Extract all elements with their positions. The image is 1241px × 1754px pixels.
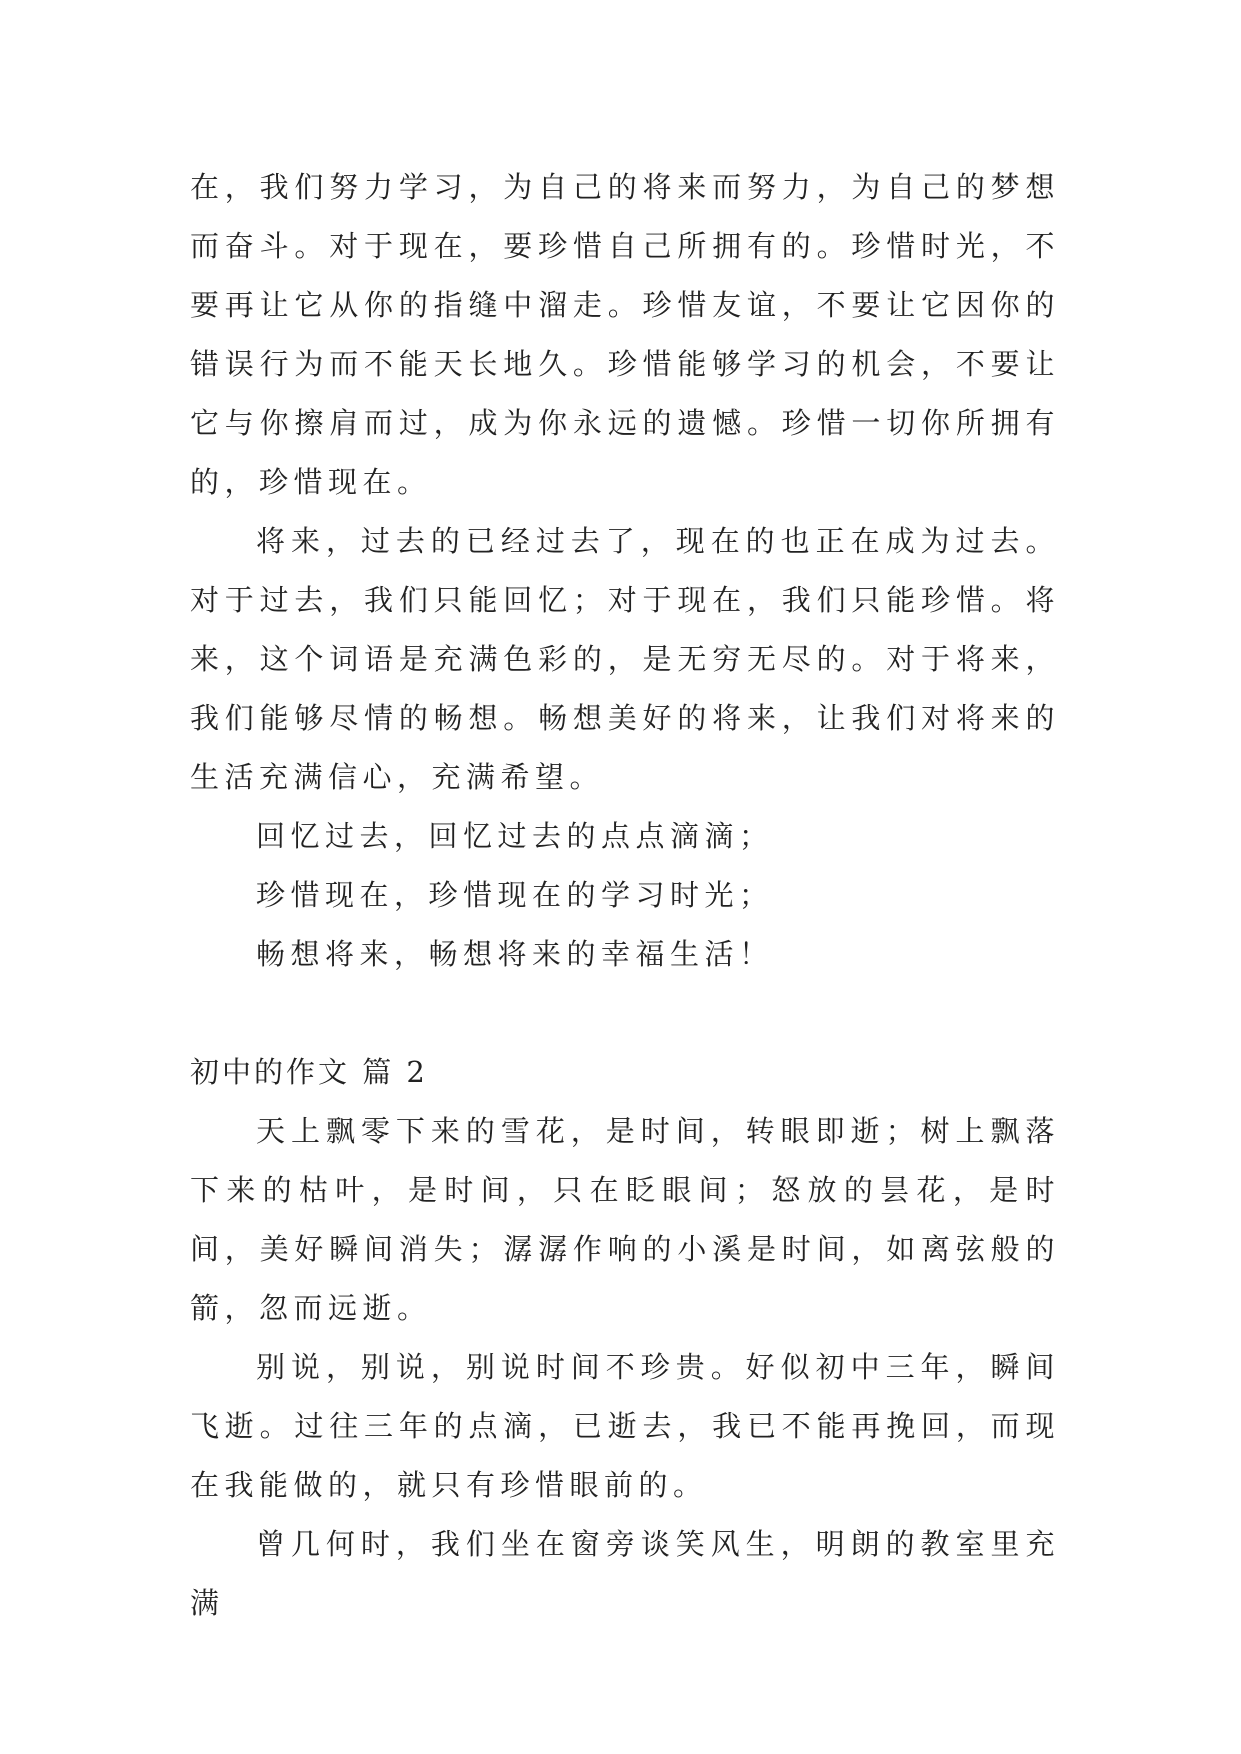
paragraph-cherish-present: 在，我们努力学习，为自己的将来而努力，为自己的梦想而奋斗。对于现在，要珍惜自己所拥有的。珍惜时光，不要再让它从你的指缝中溜走。珍惜友谊，不要让它因你的错误行为而不能天长地久。珍惜能够学习的机会，不要让它与你擦肩而过，成为你永远的遗憾。珍惜一切你所拥有的，珍惜现在。 xyxy=(190,170,1060,499)
section-spacer xyxy=(190,984,1060,1043)
paragraph-time-metaphors: 天上飘零下来的雪花，是时间，转眼即逝；树上飘落下来的枯叶，是时间，只在眨眼间；怒放的昙花，是时间，美好瞬间消失；潺潺作响的小溪是时间，如离弦般的箭，忽而远逝。 xyxy=(190,1114,1060,1325)
paragraph-future: 将来，过去的已经过去了，现在的也正在成为过去。对于过去，我们只能回忆；对于现在，我们只能珍惜。将来，这个词语是充满色彩的，是无穷无尽的。对于将来，我们能够尽情的畅想。畅想美好的将来，让我们对将来的生活充满信心，充满希望。 xyxy=(190,524,1060,794)
paragraph-cherish-now: 珍惜现在，珍惜现在的学习时光； xyxy=(256,878,774,912)
paragraph-once-upon-time: 曾几何时，我们坐在窗旁谈笑风生，明朗的教室里充满 xyxy=(190,1527,1060,1620)
paragraph-imagine-future: 畅想将来，畅想将来的幸福生活！ xyxy=(256,937,774,971)
paragraph-recall-past: 回忆过去，回忆过去的点点滴滴； xyxy=(256,819,774,853)
paragraph-time-precious: 别说，别说，别说时间不珍贵。好似初中三年，瞬间飞逝。过往三年的点滴，已逝去，我已不能再挽回，而现在我能做的，就只有珍惜眼前的。 xyxy=(190,1350,1060,1502)
document-body xyxy=(190,158,1060,1633)
section-heading: 初中的作文 篇 2 xyxy=(190,1055,428,1089)
